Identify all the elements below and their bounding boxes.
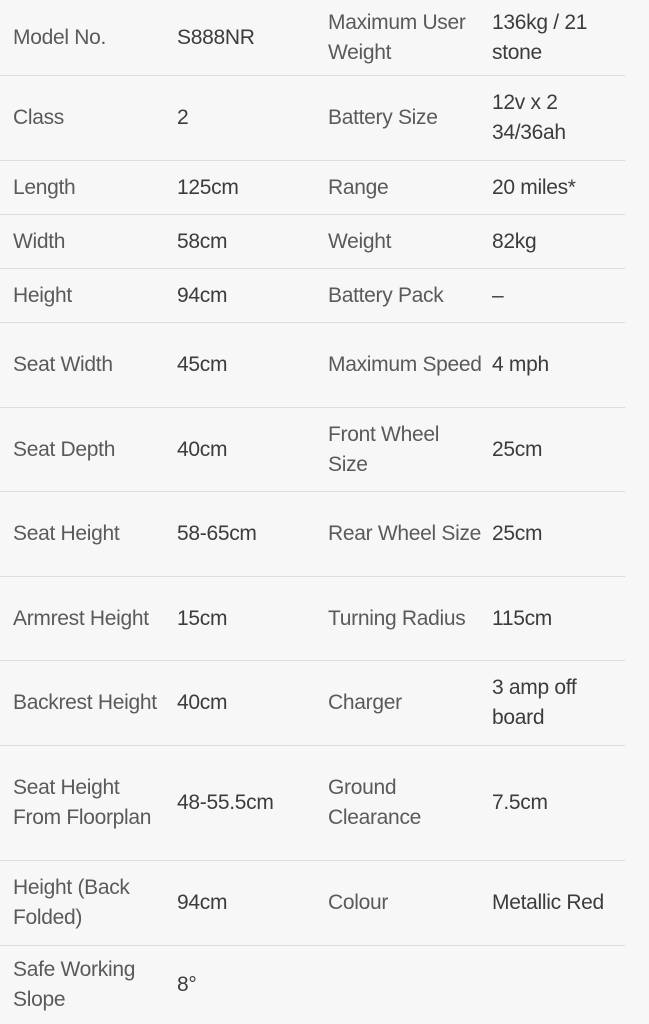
spec-label: Front Wheel Size: [328, 422, 440, 476]
spec-label: Maximum User Weight: [328, 10, 466, 64]
spec-value: [492, 946, 625, 1024]
spec-value: 25cm: [492, 437, 543, 461]
spec-label: Battery Pack: [328, 283, 444, 307]
spec-label: Height: [13, 283, 72, 307]
spec-value: 115cm: [492, 606, 552, 630]
spec-value: 58-65cm: [177, 522, 257, 545]
spec-value: 45cm: [177, 353, 228, 376]
spec-label: Seat Width: [13, 353, 113, 376]
spec-value: 82kg: [492, 229, 537, 253]
spec-label: Backrest Height: [13, 691, 157, 714]
spec-value: 48-55.5cm: [177, 791, 274, 814]
spec-value: –: [492, 283, 504, 307]
spec-label: Width: [13, 229, 66, 253]
spec-value: 40cm: [177, 691, 228, 714]
spec-label: Rear Wheel Size: [328, 522, 482, 545]
spec-value: Metallic Red: [492, 891, 604, 914]
spec-label: Turning Radius: [328, 606, 466, 630]
spec-value: 7.5cm: [492, 791, 548, 814]
spec-label: Length: [13, 175, 76, 199]
spec-value: 20 miles*: [492, 175, 576, 199]
spec-value: 4 mph: [492, 353, 549, 376]
spec-row-seat-height: [0, 492, 625, 577]
spec-value: 136kg / 21 stone: [492, 10, 588, 64]
spec-label: Charger: [328, 691, 402, 714]
spec-row-seat-width: [0, 323, 625, 408]
spec-row-length: [0, 161, 625, 215]
spec-label: Maximum Speed: [328, 353, 482, 376]
spec-label: Battery Size: [328, 106, 438, 129]
spec-label: Weight: [328, 229, 392, 253]
spec-row-safe-working-slope: [0, 946, 625, 1024]
spec-label: [328, 946, 483, 1024]
spec-value: 15cm: [177, 606, 228, 630]
spec-value: 3 amp off board: [492, 676, 577, 729]
spec-label: Height (Back Folded): [13, 876, 130, 929]
spec-row-model-no: [0, 0, 625, 76]
spec-label: Class: [13, 106, 65, 129]
spec-value: 12v x 2 34/36ah: [492, 91, 566, 144]
spec-value: 94cm: [177, 891, 228, 914]
spec-row-seat-height-from-floorplan: [0, 746, 625, 861]
spec-label: Range: [328, 175, 389, 199]
spec-row-seat-depth: [0, 408, 625, 492]
spec-label: Colour: [328, 891, 389, 914]
spec-label: Seat Depth: [13, 437, 116, 461]
spec-value: 58cm: [177, 229, 228, 253]
spec-value: 40cm: [177, 437, 228, 461]
spec-label: Ground Clearance: [328, 776, 422, 829]
spec-label: Safe Working Slope: [13, 958, 136, 1011]
spec-row-height: [0, 269, 625, 323]
spec-label: Model No.: [13, 25, 107, 49]
spec-value: S888NR: [177, 25, 255, 49]
spec-row-height-back-folded: [0, 861, 625, 946]
spec-label: Armrest Height: [13, 606, 149, 630]
spec-label: Seat Height From Floorplan: [13, 776, 152, 829]
spec-value: 125cm: [177, 175, 239, 199]
spec-row-width: [0, 215, 625, 269]
spec-label: Seat Height: [13, 522, 120, 545]
spec-value: 94cm: [177, 283, 228, 307]
spec-value: 8°: [177, 973, 197, 996]
spec-value: 2: [177, 106, 189, 129]
spec-value: 25cm: [492, 522, 543, 545]
spec-row-class: [0, 76, 625, 161]
spec-row-armrest-height: [0, 577, 625, 661]
spec-row-backrest-height: [0, 661, 625, 746]
